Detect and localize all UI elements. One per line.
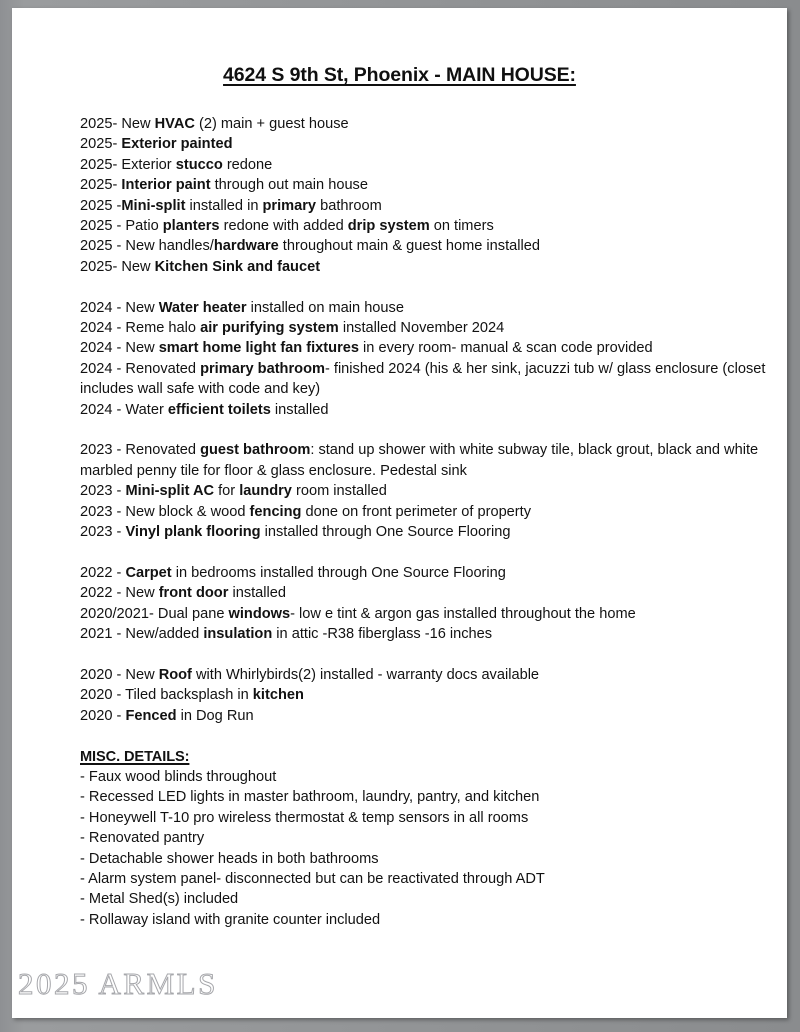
list-item: 2023 - Mini-split AC for laundry room installed <box>80 483 387 500</box>
list-item: - Metal Shed(s) included <box>80 891 239 908</box>
list-item: - Detachable shower heads in both bathrooms <box>80 850 379 867</box>
list-item: 2024 - New Water heater installed on main house <box>80 299 404 316</box>
list-item: 2020 - Tiled backsplash in kitchen <box>80 687 304 704</box>
list-item: 2025- Exterior painted <box>80 136 233 153</box>
list-item: 2022 - New front door installed <box>80 585 287 602</box>
list-item: 2025 - Patio planters redone with added drip system on timers <box>80 218 494 235</box>
document-page <box>12 8 787 1018</box>
list-item: 2025 -Mini-split installed in primary bathroom <box>80 197 382 214</box>
list-item: - Rollaway island with granite counter included <box>80 911 381 928</box>
list-item: 2024 - Reme halo air purifying system installed November 2024 <box>80 320 505 337</box>
list-item: 2022 - Carpet in bedrooms installed through One Source Flooring <box>80 564 506 581</box>
paragraph-spacer <box>80 645 770 665</box>
list-item: 2024 - Renovated primary bathroom- finished 2024 (his & her sink, jacuzzi tub w/ glass enclosure (closet includes wall safe with code and key) <box>80 360 766 398</box>
list-item: 2025- New HVAC (2) main + guest house <box>80 116 349 132</box>
armls-watermark: 2025 ARMLS <box>18 966 218 1001</box>
list-item: 2025- Exterior stucco redone <box>80 156 273 173</box>
list-item: 2024 - New smart home light fan fixtures in every room- manual & scan code provided <box>80 340 653 357</box>
improvements-list <box>80 114 770 930</box>
list-item: 2021 - New/added insulation in attic -R38 fiberglass -16 inches <box>80 626 493 643</box>
list-item: - Faux wood blinds throughout <box>80 768 277 785</box>
page-title <box>12 64 787 87</box>
list-item: 2025- Interior paint through out main house <box>80 177 368 194</box>
list-item: 2023 - New block & wood fencing done on front perimeter of property <box>80 503 532 520</box>
paragraph-spacer <box>80 726 770 746</box>
list-item: 2025 - New handles/hardware throughout main & guest home installed <box>80 238 540 255</box>
list-item: 2025- New Kitchen Sink and faucet <box>80 258 321 275</box>
list-item: - Alarm system panel- disconnected but can be reactivated through ADT <box>80 870 545 887</box>
section-heading: MISC. DETAILS: <box>80 748 190 765</box>
paragraph-spacer <box>80 420 770 440</box>
list-item: - Honeywell T-10 pro wireless thermostat & temp sensors in all rooms <box>80 809 529 826</box>
list-item: - Recessed LED lights in master bathroom, laundry, pantry, and kitchen <box>80 789 540 806</box>
list-item: 2020 - Fenced in Dog Run <box>80 707 254 724</box>
list-item: - Renovated pantry <box>80 830 205 847</box>
document-content <box>12 8 787 1018</box>
page-title-text: 4624 S 9th St, Phoenix - MAIN HOUSE: <box>223 64 576 86</box>
paragraph-spacer <box>80 277 770 297</box>
list-item: 2020 - New Roof with Whirlybirds(2) installed - warranty docs available <box>80 666 540 683</box>
list-item: 2024 - Water efficient toilets installed <box>80 401 329 418</box>
list-item: 2023 - Vinyl plank flooring installed through One Source Flooring <box>80 524 511 541</box>
list-item: 2023 - Renovated guest bathroom: stand up shower with white subway tile, black grout, black and white marbled penny tile for floor & glass enclosure. Pedestal sink <box>80 442 759 479</box>
list-item: 2020/2021- Dual pane windows- low e tint & argon gas installed throughout the home <box>80 605 636 622</box>
paragraph-spacer <box>80 543 770 563</box>
